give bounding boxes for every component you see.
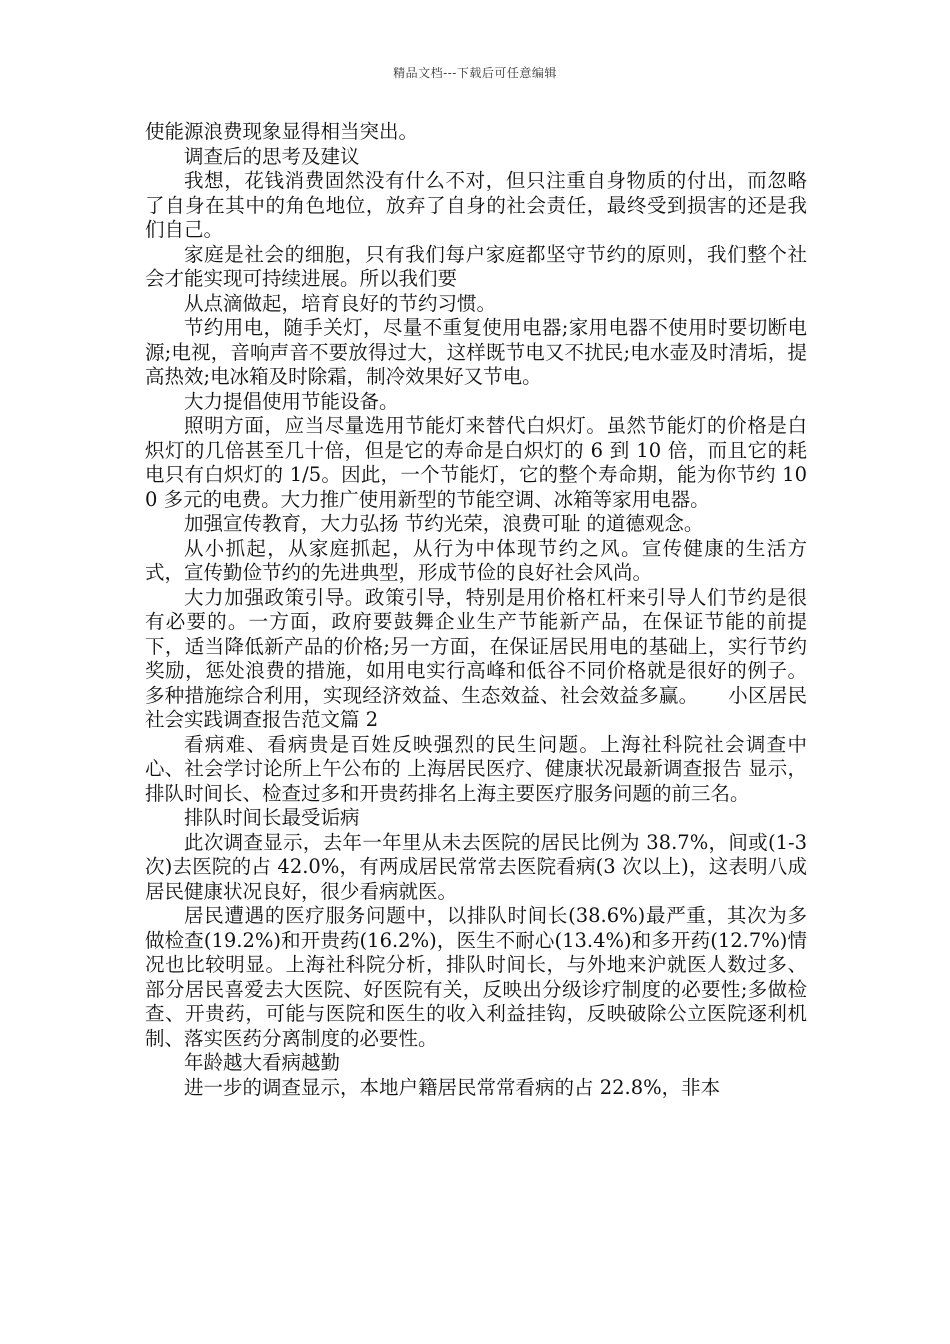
paragraph: 从点滴做起，培育良好的节约习惯。 (184, 291, 497, 315)
document-body (145, 120, 807, 1100)
paragraph: 节约用电，随手关灯，尽量不重复使用电器;家用电器不使用时要切断电源;电视，音响声音不要放得过大，这样既节电又不扰民;电水壶及时清垢，提高热效;电冰箱及时除霜，制冷效果好又节电。 (145, 316, 807, 388)
section-heading: 年龄越大看病越勤 (184, 1051, 341, 1074)
paragraph: 照明方面，应当尽量选用节能灯来替代白炽灯。虽然节能灯的价格是白炽灯的几倍甚至几十倍，但是它的寿命是白炽灯的 6 到 10 倍，而且它的耗电只有白炽灯的 1/5。因此，一个节能灯，它的整个寿命期，能为你节约 100 多元的电费。大力推广使用新型的节能空调、冰箱等家用电器。 (145, 414, 807, 511)
paragraph: 从小抓起，从家庭抓起，从行为中体现节约之风。宣传健康的生活方式，宣传勤俭节约的先进典型，形成节俭的良好社会风尚。 (145, 536, 807, 584)
paragraph: 大力加强政策引导。政策引导，特别是用价格杠杆来引导人们节约是很有必要的。一方面，政府要鼓舞企业生产节能新产品，在保证节能的前提下，适当降低新产品的价格;另一方面，在保证居民用电的基础上，实行节约奖励，惩处浪费的措施，如用电实行高峰和低谷不同价格就是很好的例子。多种措施综合利用，实现经济效益、生态效益、社会效益多赢。 小区居民社会实践调查报告范文篇 2 (145, 585, 807, 731)
paragraph: 大力提倡使用节能设备。 (184, 389, 399, 413)
section-heading: 调查后的思考及建议 (184, 144, 360, 168)
paragraph: 我想，花钱消费固然没有什么不对，但只注重自身物质的付出，而忽略了自身在其中的角色地位，放弃了自身的社会责任，最终受到损害的还是我们自己。 (145, 169, 807, 241)
paragraph: 使能源浪费现象显得相当突出。 (145, 120, 419, 143)
section-heading: 排队时间长最受诟病 (184, 806, 360, 829)
paragraph: 此次调查显示，去年一年里从未去医院的居民比例为 38.7%，间或(1-3 次)去医院的占 42.0%，有两成居民常常去医院看病(3 次以上)，这表明八成居民健康状况良好，很少看病就医。 (145, 830, 807, 903)
page-header: 精品文档---下载后可任意编辑 (393, 66, 557, 80)
paragraph: 进一步的调查显示，本地户籍居民常常看病的占 22.8%，非本 (184, 1075, 721, 1099)
paragraph: 看病难、看病贵是百姓反映强烈的民生问题。上海社科院社会调查中心、社会学讨论所上午公布的 上海居民医疗、健康状况最新调查报告 显示，排队时间长、检查过多和开贵药排名上海主要医疗服务问题的前三名。 (145, 732, 807, 805)
paragraph: 居民遭遇的医疗服务问题中，以排队时间长(38.6%)最严重，其次为多做检查(19.2%)和开贵药(16.2%)，医生不耐心(13.4%)和多开药(12.7%)情况也比较明显。上海社科院分析，排队时间长，与外地来沪就医人数过多、部分居民喜爱去大医院、好医院有关，反映出分级诊疗制度的必要性;多做检查、开贵药，可能与医院和医生的收入利益挂钩，反映破除公立医院逐利机制、落实医药分离制度的必要性。 (145, 904, 807, 1050)
paragraph: 加强宣传教育，大力弘扬 节约光荣，浪费可耻 的道德观念。 (184, 512, 704, 535)
paragraph: 家庭是社会的细胞，只有我们每户家庭都坚守节约的原则，我们整个社会才能实现可持续进展。所以我们要 (145, 242, 807, 290)
